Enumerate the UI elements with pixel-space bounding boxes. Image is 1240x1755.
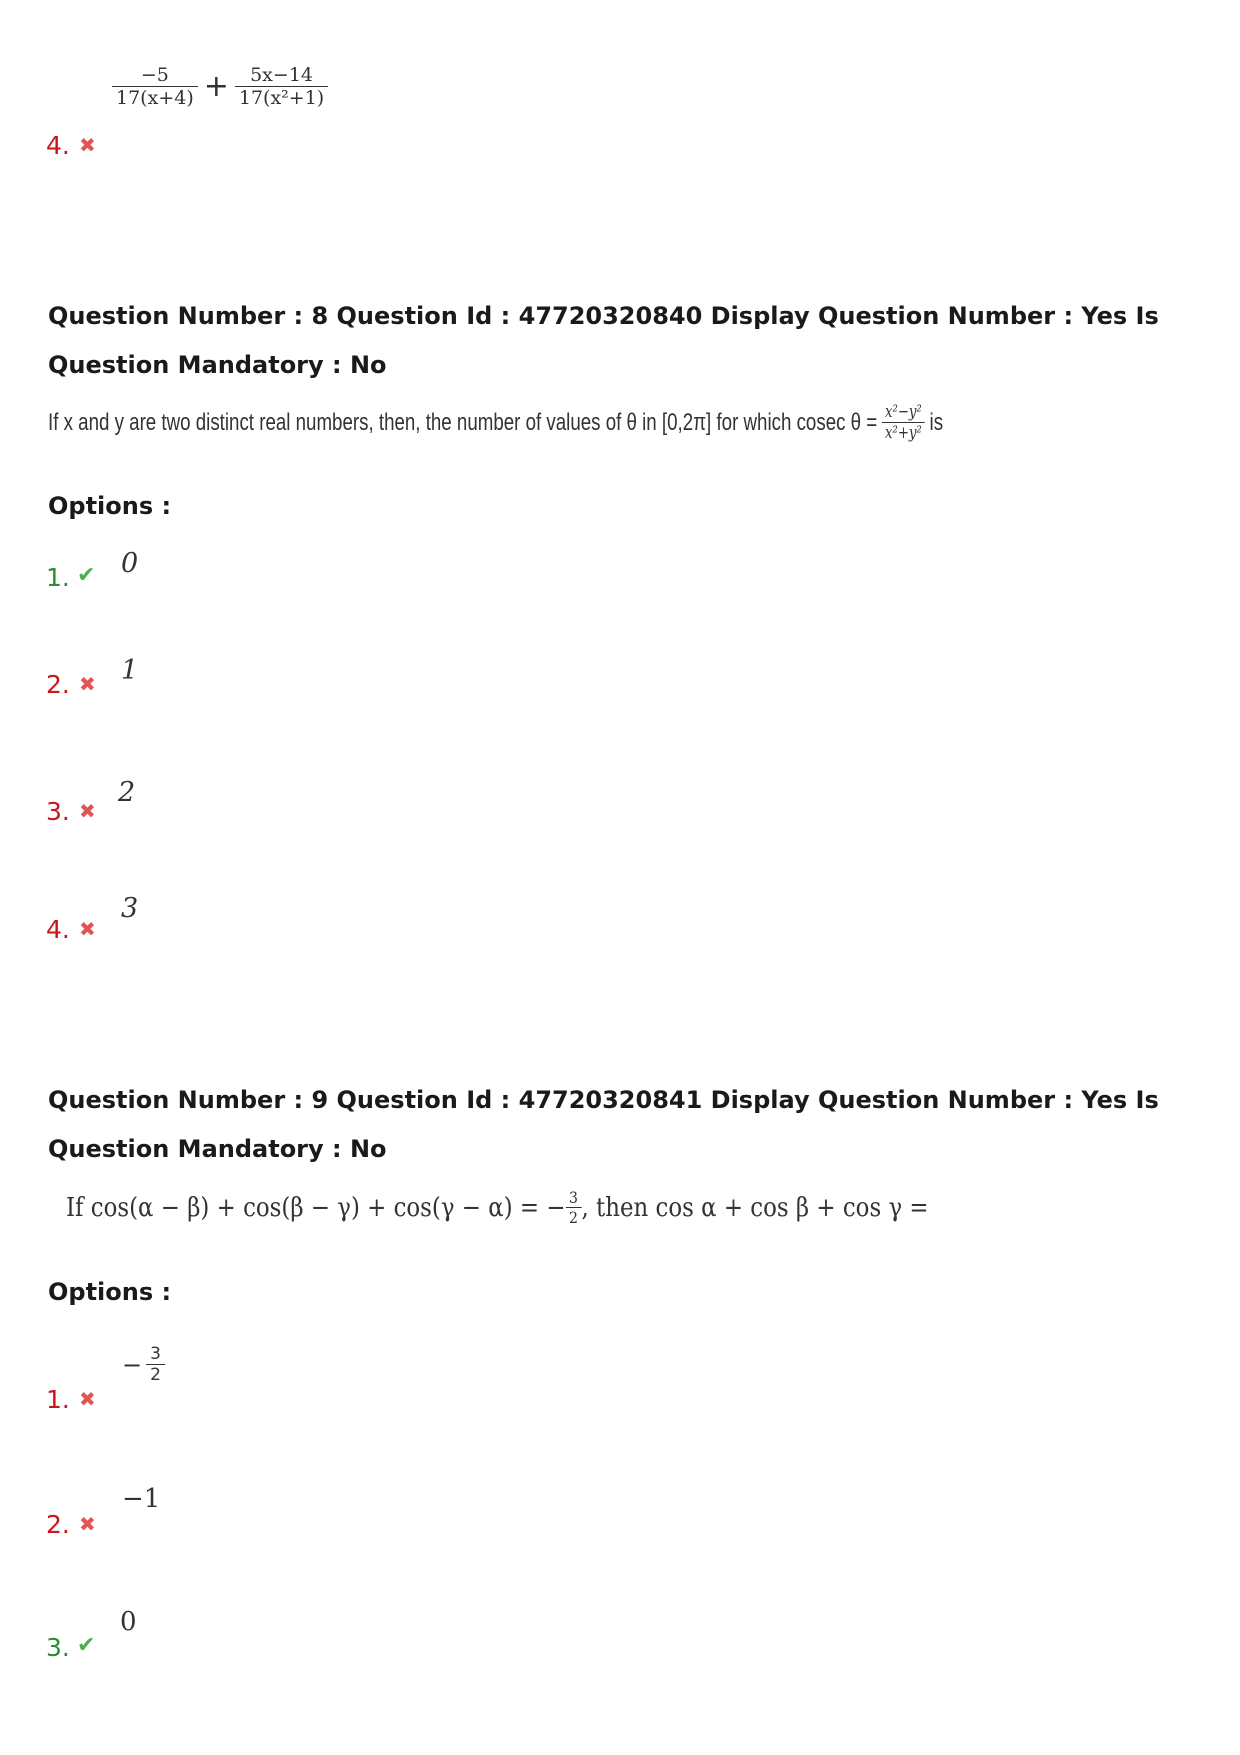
q9-text-part2: , then cos α + cos β + cos γ = (581, 1192, 929, 1223)
wrong-mark-icon: ✖ (79, 1387, 96, 1411)
q8-header: Question Number : 8 Question Id : 47720320840 Display Question Number : Yes Is Question Mandatory : No (48, 302, 1159, 379)
check-mark-icon: ✔ (77, 563, 96, 588)
q9-option-1-num: 3 (150, 1344, 161, 1364)
q8-option-2-number: 2. (46, 670, 70, 699)
q8-question-text (48, 402, 943, 443)
wrong-mark-icon: ✖ (79, 1512, 96, 1536)
q9-option-1-number: 1. (46, 1385, 70, 1414)
q9-option-3-number: 3. (46, 1633, 70, 1662)
prev-option-4-term1-den: 17(x+4) (112, 86, 198, 109)
wrong-mark-icon: ✖ (79, 133, 96, 157)
q9-header: Question Number : 9 Question Id : 47720320841 Display Question Number : Yes Is Question Mandatory : No (48, 1086, 1159, 1163)
q9-option-1-fraction (146, 1344, 165, 1385)
check-mark-icon: ✔ (77, 1633, 96, 1658)
wrong-mark-icon: ✖ (79, 799, 96, 823)
q8-text-part2: is (929, 408, 944, 436)
wrong-mark-icon: ✖ (79, 672, 96, 696)
prev-option-4-term2 (235, 64, 328, 109)
q9-options-label: Options : (48, 1278, 172, 1306)
prev-option-4-expression (112, 64, 328, 109)
q9-option-1-sign: − (122, 1350, 143, 1379)
prev-option-4-term2-num: 5x−14 (250, 64, 313, 86)
q8-option-3-number: 3. (46, 797, 70, 826)
q9-option-1-den: 2 (146, 1364, 165, 1385)
prev-option-4-plus: + (203, 69, 229, 104)
q8-option-1-number: 1. (46, 563, 70, 592)
q8-option-3-value: 2 (118, 777, 136, 808)
q8-option-4-number: 4. (46, 915, 70, 944)
q8-fraction-den: x²+y² (882, 422, 925, 443)
q9-text-part1: If cos(α − β) + cos(β − γ) + cos(γ − α) = − (66, 1192, 566, 1223)
q8-options-label: Options : (48, 492, 172, 520)
q9-question-text (66, 1188, 929, 1227)
q8-text-part1: If x and y are two distinct real numbers, then, the number of values of θ in [0,2π] for which cosec θ = (48, 408, 878, 436)
q8-fraction-num: x²−y² (885, 402, 922, 422)
prev-option-4-term1-num: −5 (140, 64, 169, 86)
q8-option-4-value: 3 (121, 893, 139, 924)
q9-option-2-value: −1 (122, 1484, 161, 1514)
q9-option-3-value: 0 (120, 1607, 137, 1637)
q9-option-2-number: 2. (46, 1510, 70, 1539)
prev-option-4-number: 4. (46, 131, 70, 160)
q9-fraction (566, 1188, 582, 1227)
q8-fraction (882, 402, 925, 443)
q8-option-1-value: 0 (121, 548, 139, 579)
q9-fraction-den: 2 (566, 1207, 582, 1227)
q9-option-1-value (122, 1344, 165, 1385)
q8-option-2-value: 1 (121, 655, 139, 686)
wrong-mark-icon: ✖ (79, 917, 96, 941)
prev-option-4-term2-den: 17(x²+1) (235, 86, 328, 109)
q9-fraction-num: 3 (569, 1188, 578, 1207)
prev-option-4-term1 (112, 64, 198, 109)
